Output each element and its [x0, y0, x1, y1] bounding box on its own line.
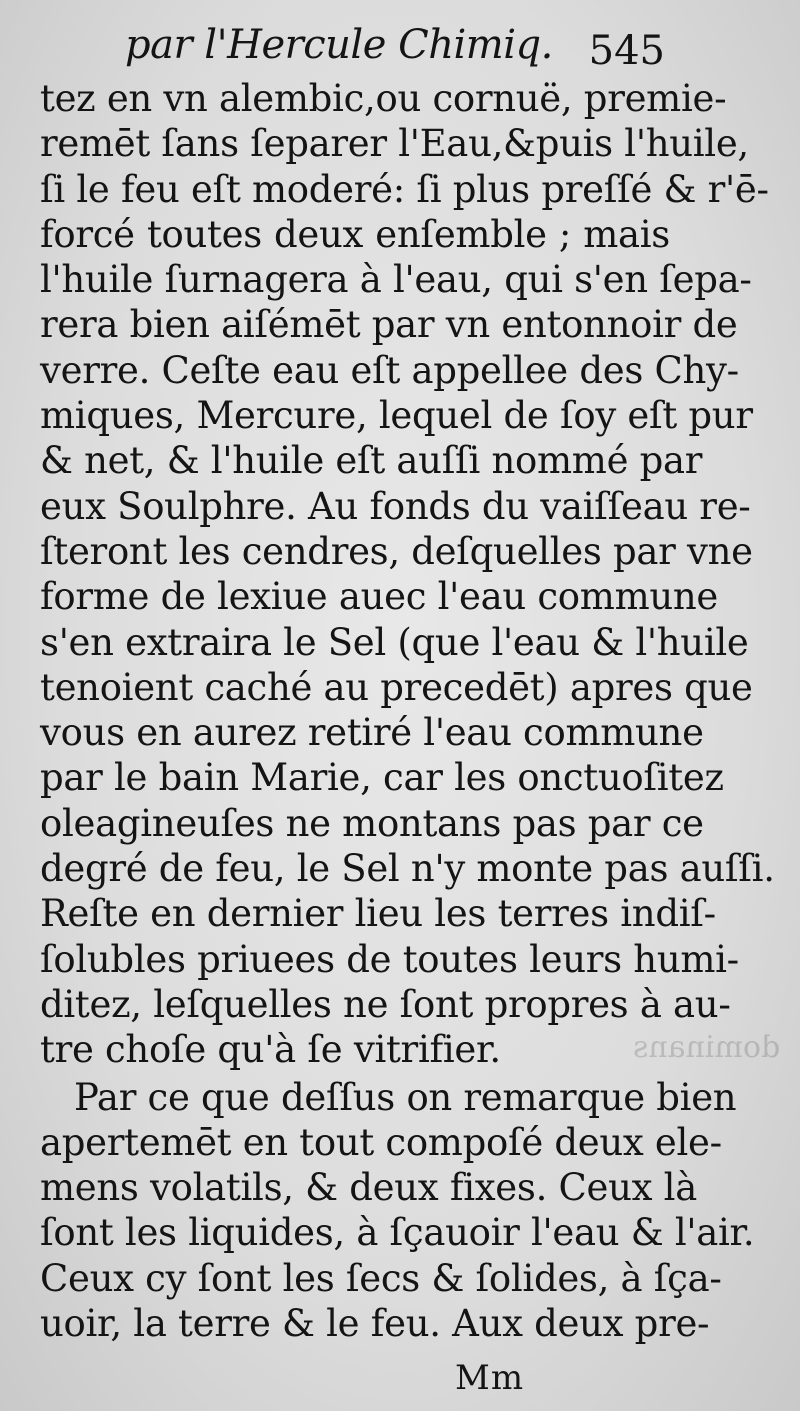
- text-line: ditez, leſquelles ne ſont propres à au-: [40, 982, 731, 1026]
- text-line: mens volatils, & deux fixes. Ceux là: [40, 1166, 697, 1210]
- paragraph-2: [40, 1075, 755, 1347]
- text-line: Reſte en dernier lieu les terres indiſ-: [40, 892, 716, 936]
- text-line: forme de lexiue auec l'eau commune: [40, 575, 719, 619]
- text-line: par le bain Marie, car les onctuoſitez: [40, 756, 724, 800]
- text-line: l'huile ſurnagera à l'eau, qui s'en ſepa-: [40, 258, 752, 302]
- signature-mark: Mm: [455, 1358, 525, 1398]
- text-line: ſi le feu eſt moderé: ſi plus preſſé & r'ē-: [40, 167, 769, 211]
- text-line: ſont les liquides, à ſçauoir l'eau & l'air.: [40, 1211, 755, 1255]
- text-line: s'en extraira le Sel (que l'eau & l'huile: [40, 620, 749, 664]
- text-line: verre. Ceſte eau eſt appellee des Chy-: [40, 348, 739, 392]
- text-line: tenoient caché au precedēt) apres que: [40, 665, 753, 709]
- running-title: par l'Hercule Chimiq.: [125, 22, 553, 68]
- page-number: 545: [588, 28, 665, 74]
- text-line: remēt ſans ſeparer l'Eau,&puis l'huile,: [40, 122, 749, 166]
- text-line: tez en vn alembic,ou cornuë, premie-: [40, 77, 727, 120]
- text-line: & net, & l'huile eſt auſſi nommé par: [40, 439, 703, 483]
- text-line: ſteront les cendres, deſquelles par vne: [40, 529, 753, 573]
- text-line: oleagineuſes ne montans pas par ce: [40, 801, 704, 845]
- bleed-through-text: dominans: [632, 1030, 780, 1065]
- text-line: miques, Mercure, lequel de ſoy eſt pur: [40, 394, 753, 438]
- text-line: apertemēt en tout compoſé deux ele-: [40, 1120, 722, 1164]
- text-line: eux Soulphre. Au fonds du vaiſſeau re-: [40, 484, 751, 528]
- text-line: Ceux cy ſont les ſecs & ſolides, à ſça-: [40, 1256, 722, 1300]
- text-line: uoir, la terre & le feu. Aux deux pre-: [40, 1302, 710, 1346]
- page-header: [125, 22, 665, 78]
- text-line: vous en aurez retiré l'eau commune: [40, 711, 704, 755]
- text-line: ſolubles priuees de toutes leurs humi-: [40, 937, 739, 981]
- text-line: rera bien aiſémēt par vn entonnoir de: [40, 303, 738, 347]
- text-line: tre choſe qu'à ſe vitrifier.: [40, 1028, 501, 1072]
- text-line: Par ce que deſſus on remarque bien: [74, 1075, 737, 1119]
- text-line: forcé toutes deux enſemble ; mais: [40, 212, 670, 256]
- text-line: degré de feu, le Sel n'y monte pas auſſi.: [40, 847, 775, 891]
